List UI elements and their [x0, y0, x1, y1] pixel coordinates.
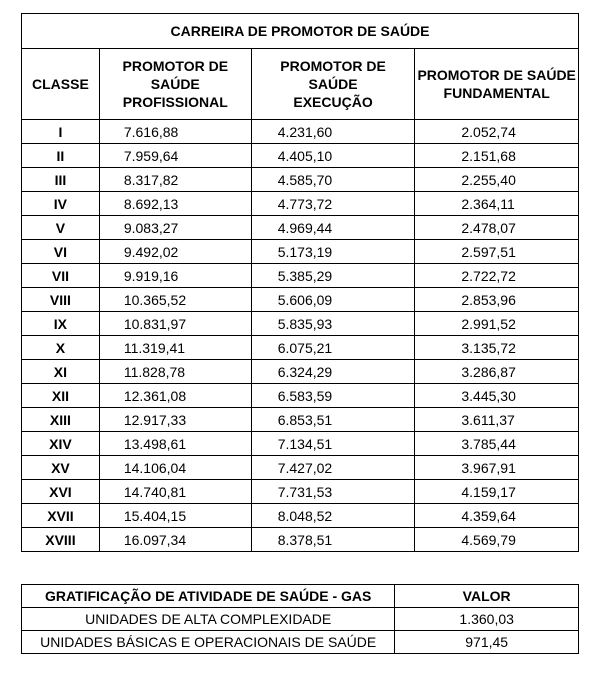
- classe-cell: XVI: [22, 480, 100, 504]
- profissional-cell: 9.083,27: [99, 216, 251, 240]
- classe-cell: XII: [22, 384, 100, 408]
- execucao-cell: 8.378,51: [251, 528, 415, 552]
- table-row: [22, 192, 579, 216]
- classe-cell: IV: [22, 192, 100, 216]
- classe-cell: V: [22, 216, 100, 240]
- fundamental-cell: 3.286,87: [415, 360, 579, 384]
- fundamental-cell: 2.853,96: [415, 288, 579, 312]
- execucao-cell: 7.427,02: [251, 456, 415, 480]
- fundamental-cell: 2.597,51: [415, 240, 579, 264]
- career-title-row: [22, 14, 579, 49]
- classe-cell: XV: [22, 456, 100, 480]
- execucao-cell: 4.231,60: [251, 120, 415, 144]
- fundamental-cell: 2.255,40: [415, 168, 579, 192]
- profissional-cell: 14.106,04: [99, 456, 251, 480]
- classe-cell: XIII: [22, 408, 100, 432]
- profissional-cell: 14.740,81: [99, 480, 251, 504]
- header-classe: CLASSE: [22, 49, 100, 120]
- table-row: [22, 504, 579, 528]
- table-row: [22, 456, 579, 480]
- fundamental-cell: 4.569,79: [415, 528, 579, 552]
- career-table: [21, 13, 579, 552]
- gas-table: [21, 584, 579, 654]
- gas-header-row: [22, 585, 579, 608]
- execucao-cell: 6.853,51: [251, 408, 415, 432]
- profissional-cell: 7.616,88: [99, 120, 251, 144]
- execucao-cell: 4.405,10: [251, 144, 415, 168]
- header-execucao: PROMOTOR DE SAÚDE EXECUÇÃO: [251, 49, 415, 120]
- profissional-cell: 11.828,78: [99, 360, 251, 384]
- classe-cell: XI: [22, 360, 100, 384]
- table-row: [22, 312, 579, 336]
- classe-cell: I: [22, 120, 100, 144]
- fundamental-cell: 2.722,72: [415, 264, 579, 288]
- table-row: [22, 384, 579, 408]
- career-body: [22, 120, 579, 552]
- classe-cell: VI: [22, 240, 100, 264]
- execucao-cell: 5.385,29: [251, 264, 415, 288]
- table-row: [22, 480, 579, 504]
- gas-value-cell: 971,45: [395, 631, 579, 654]
- career-title: CARREIRA DE PROMOTOR DE SAÚDE: [22, 14, 579, 49]
- table-row: [22, 216, 579, 240]
- profissional-cell: 9.492,02: [99, 240, 251, 264]
- execucao-cell: 6.583,59: [251, 384, 415, 408]
- classe-cell: XIV: [22, 432, 100, 456]
- header-profissional: PROMOTOR DE SAÚDE PROFISSIONAL: [99, 49, 251, 120]
- execucao-cell: 4.585,70: [251, 168, 415, 192]
- profissional-cell: 15.404,15: [99, 504, 251, 528]
- classe-cell: XVIII: [22, 528, 100, 552]
- profissional-cell: 12.917,33: [99, 408, 251, 432]
- table-row: [22, 264, 579, 288]
- header-fundamental: PROMOTOR DE SAÚDE FUNDAMENTAL: [415, 49, 579, 120]
- profissional-cell: 8.317,82: [99, 168, 251, 192]
- profissional-cell: 16.097,34: [99, 528, 251, 552]
- fundamental-cell: 4.359,64: [415, 504, 579, 528]
- gas-label-cell: UNIDADES BÁSICAS E OPERACIONAIS DE SAÚDE: [22, 631, 395, 654]
- execucao-cell: 5.606,09: [251, 288, 415, 312]
- classe-cell: IX: [22, 312, 100, 336]
- table-row: [22, 528, 579, 552]
- table-row: [22, 240, 579, 264]
- execucao-cell: 6.075,21: [251, 336, 415, 360]
- classe-cell: III: [22, 168, 100, 192]
- execucao-cell: 8.048,52: [251, 504, 415, 528]
- profissional-cell: 10.365,52: [99, 288, 251, 312]
- execucao-cell: 5.835,93: [251, 312, 415, 336]
- table-row: [22, 608, 579, 631]
- table-row: [22, 631, 579, 654]
- fundamental-cell: 3.785,44: [415, 432, 579, 456]
- table-row: [22, 144, 579, 168]
- table-row: [22, 336, 579, 360]
- profissional-cell: 9.919,16: [99, 264, 251, 288]
- table-row: [22, 408, 579, 432]
- classe-cell: VII: [22, 264, 100, 288]
- fundamental-cell: 2.364,11: [415, 192, 579, 216]
- table-row: [22, 168, 579, 192]
- execucao-cell: 5.173,19: [251, 240, 415, 264]
- classe-cell: X: [22, 336, 100, 360]
- gas-body: [22, 608, 579, 654]
- execucao-cell: 4.969,44: [251, 216, 415, 240]
- fundamental-cell: 3.611,37: [415, 408, 579, 432]
- profissional-cell: 12.361,08: [99, 384, 251, 408]
- fundamental-cell: 3.445,30: [415, 384, 579, 408]
- table-row: [22, 432, 579, 456]
- fundamental-cell: 3.135,72: [415, 336, 579, 360]
- execucao-cell: 7.134,51: [251, 432, 415, 456]
- table-row: [22, 120, 579, 144]
- profissional-cell: 11.319,41: [99, 336, 251, 360]
- execucao-cell: 7.731,53: [251, 480, 415, 504]
- classe-cell: II: [22, 144, 100, 168]
- fundamental-cell: 4.159,17: [415, 480, 579, 504]
- fundamental-cell: 2.991,52: [415, 312, 579, 336]
- classe-cell: VIII: [22, 288, 100, 312]
- fundamental-cell: 2.052,74: [415, 120, 579, 144]
- fundamental-cell: 2.478,07: [415, 216, 579, 240]
- fundamental-cell: 3.967,91: [415, 456, 579, 480]
- execucao-cell: 6.324,29: [251, 360, 415, 384]
- table-row: [22, 288, 579, 312]
- classe-cell: XVII: [22, 504, 100, 528]
- profissional-cell: 13.498,61: [99, 432, 251, 456]
- table-row: [22, 360, 579, 384]
- fundamental-cell: 2.151,68: [415, 144, 579, 168]
- gas-header-value: VALOR: [395, 585, 579, 608]
- profissional-cell: 10.831,97: [99, 312, 251, 336]
- career-header-row: [22, 49, 579, 120]
- profissional-cell: 8.692,13: [99, 192, 251, 216]
- profissional-cell: 7.959,64: [99, 144, 251, 168]
- gas-header-label: GRATIFICAÇÃO DE ATIVIDADE DE SAÚDE - GAS: [22, 585, 395, 608]
- execucao-cell: 4.773,72: [251, 192, 415, 216]
- gas-label-cell: UNIDADES DE ALTA COMPLEXIDADE: [22, 608, 395, 631]
- gas-value-cell: 1.360,03: [395, 608, 579, 631]
